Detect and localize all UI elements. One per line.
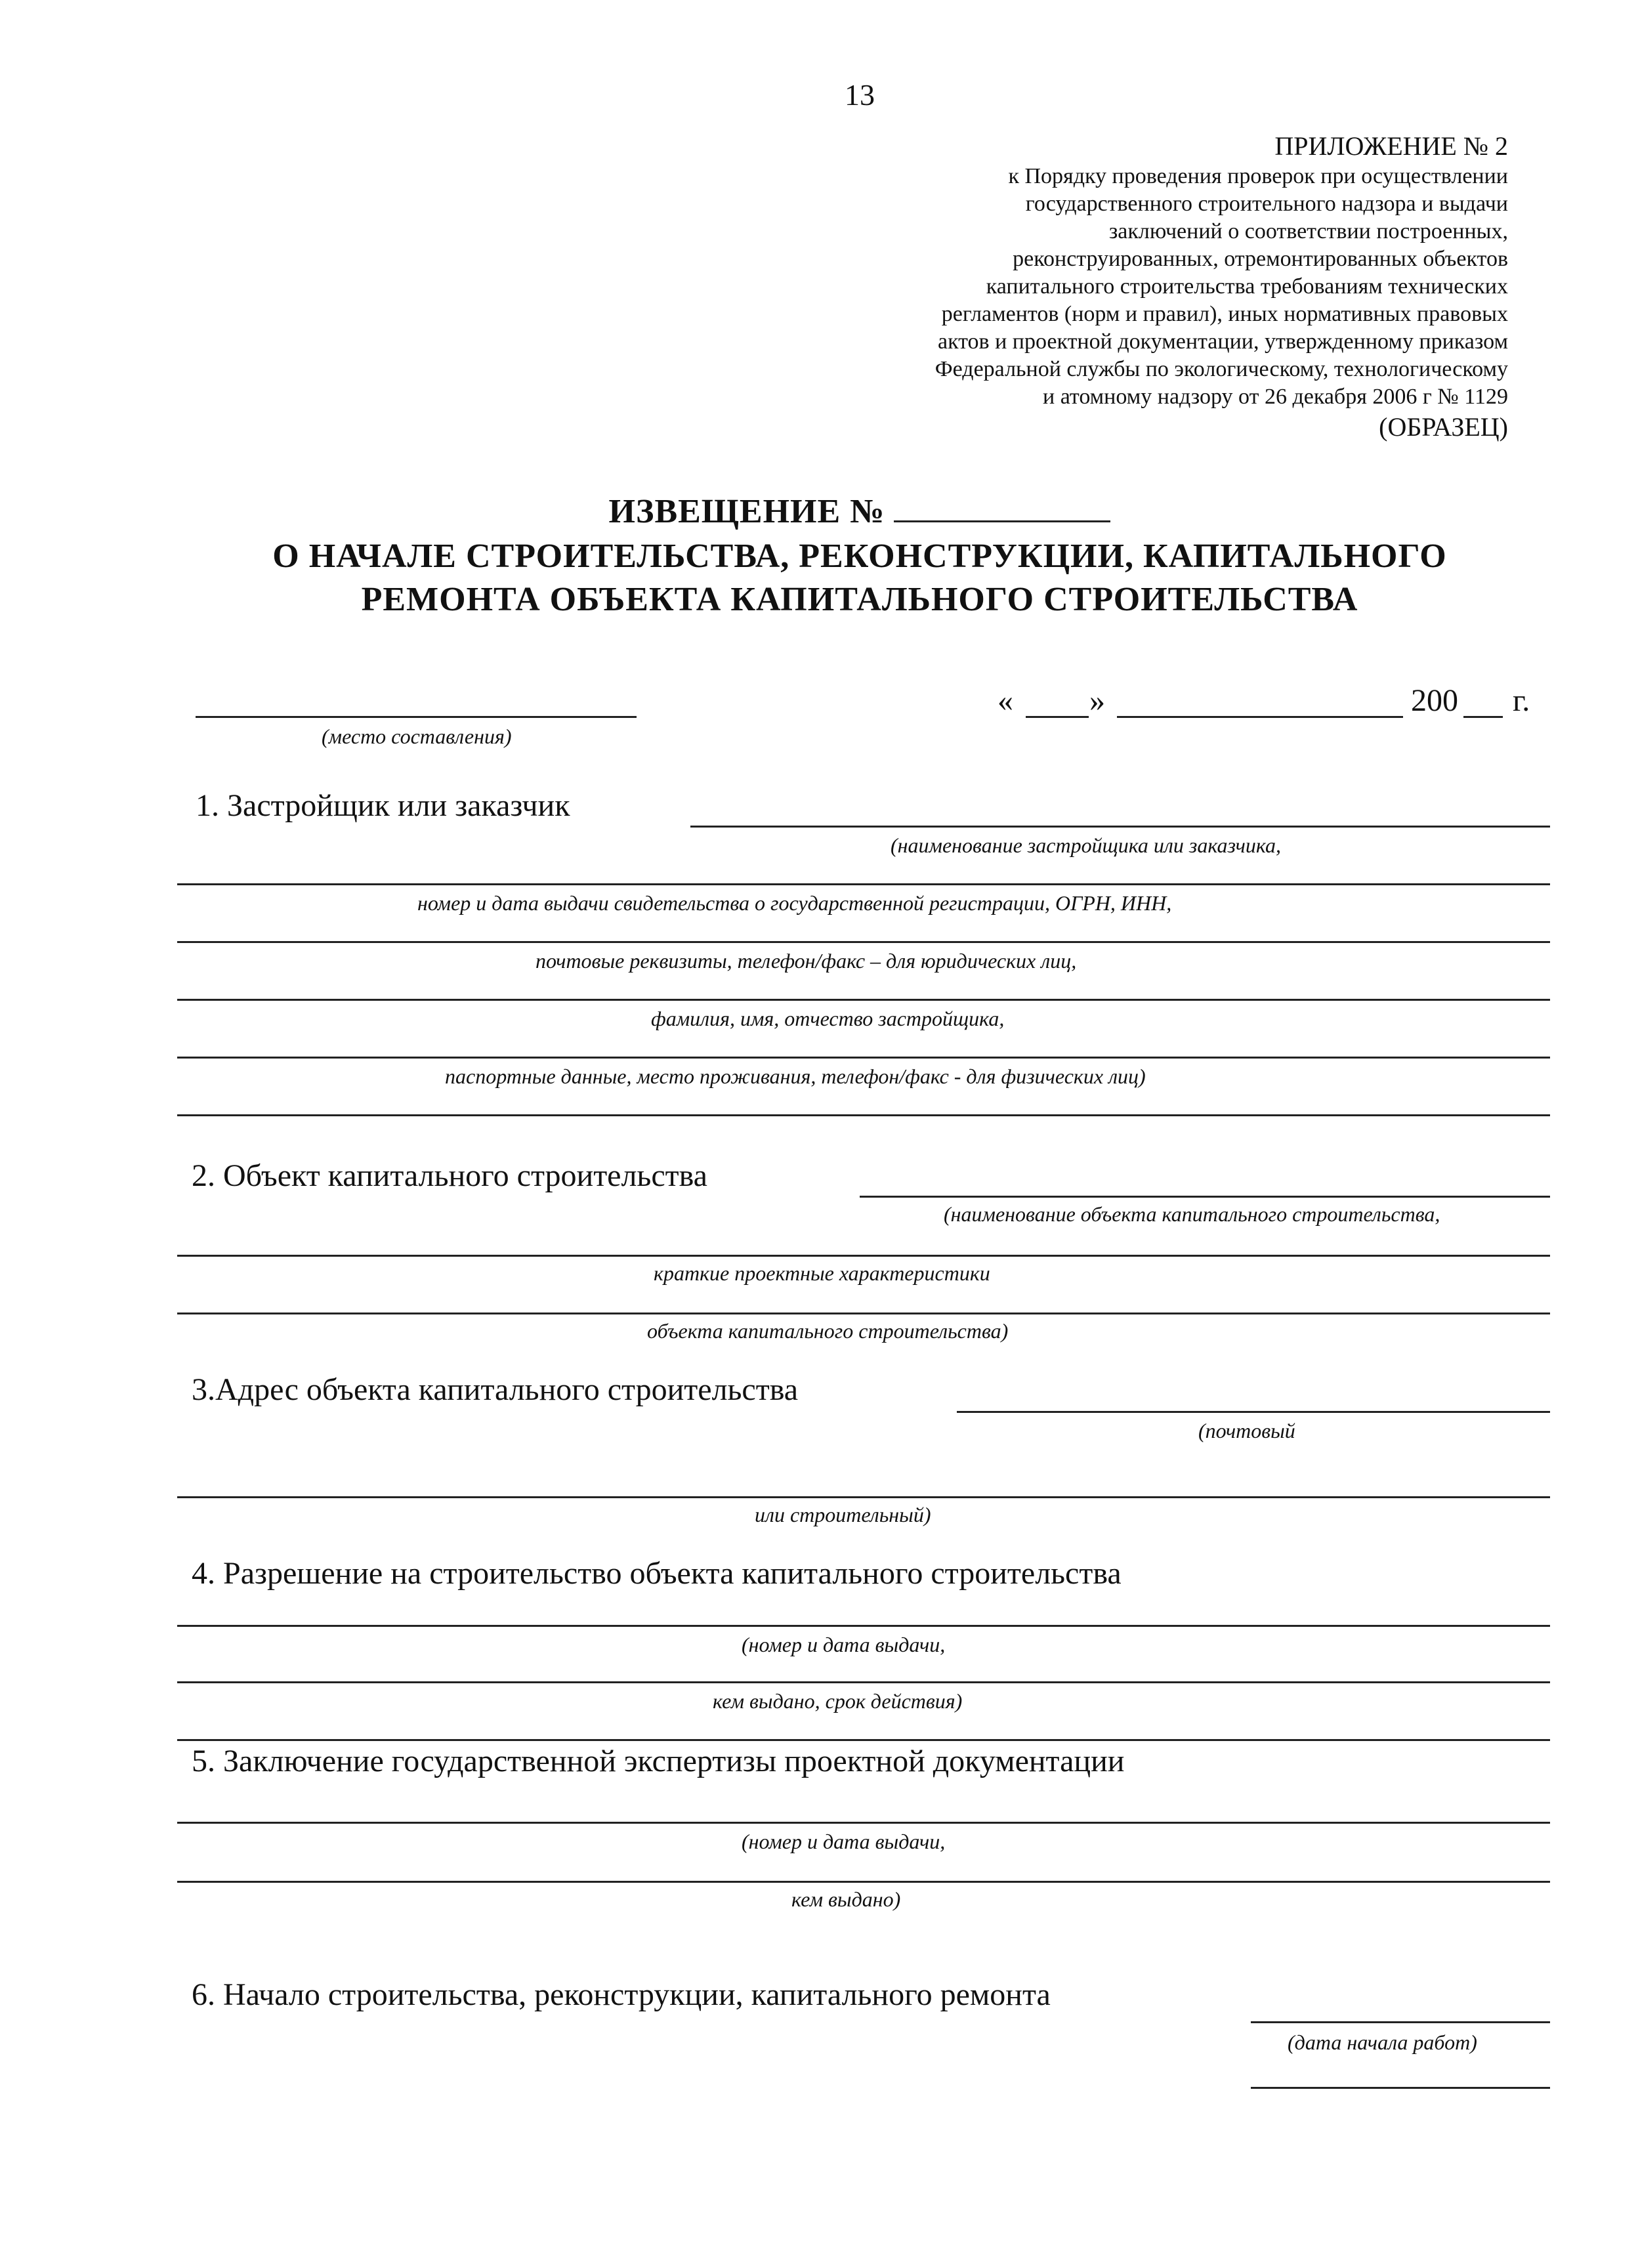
appendix-line: капитального строительства требованиям технических (986, 274, 1508, 299)
place-field[interactable] (196, 716, 637, 718)
section-6-caption: (дата начала работ) (1288, 2030, 1477, 2054)
date-day-field[interactable] (1026, 716, 1089, 718)
section-4-label: 4. Разрешение на строительство объекта капитального строительства (192, 1556, 1122, 1591)
appendix-line: государственного строительного надзора и выдачи (1025, 192, 1508, 216)
section-4-field[interactable] (177, 1681, 1550, 1683)
appendix-line: актов и проектной документации, утвержденному приказом (937, 329, 1508, 354)
appendix-line: заключений о соответствии построенных, (1108, 219, 1508, 243)
date-year-suffix: г. (1513, 683, 1530, 718)
notice-subtitle-line2: РЕМОНТА ОБЪЕКТА КАПИТАЛЬНОГО СТРОИТЕЛЬСТВА (361, 581, 1358, 618)
section-5-field[interactable] (177, 1822, 1550, 1824)
date-close-quote: » (1089, 683, 1105, 718)
section-2-field[interactable] (177, 1312, 1550, 1314)
section-5-caption: кем выдано) (791, 1887, 901, 1911)
section-4-caption: (номер и дата выдачи, (742, 1633, 946, 1656)
section-6-field[interactable] (1251, 2087, 1550, 2089)
appendix-line: реконструированных, отремонтированных объектов (1013, 247, 1508, 271)
section-5-label: 5. Заключение государственной экспертизы проектной документации (192, 1744, 1125, 1778)
appendix-block (935, 130, 1508, 444)
section-1-caption: фамилия, имя, отчество застройщика, (651, 1007, 1005, 1030)
page-number: 13 (845, 78, 875, 112)
appendix-line: регламентов (норм и правил), иных нормативных правовых (941, 302, 1508, 326)
section-2-field[interactable] (177, 1255, 1550, 1257)
section-1-caption: (наименование застройщика или заказчика, (891, 833, 1282, 857)
date-open-quote: « (998, 683, 1013, 718)
section-1-field[interactable] (177, 1114, 1550, 1116)
section-5-field[interactable] (177, 1881, 1550, 1883)
section-1-caption: номер и дата выдачи свидетельства о государственной регистрации, ОГРН, ИНН, (417, 891, 1172, 915)
appendix-line: к Порядку проведения проверок при осуществлении (1008, 164, 1508, 188)
section-1-field[interactable] (177, 941, 1550, 943)
section-1-field[interactable] (177, 999, 1550, 1001)
notice-number-field[interactable] (894, 494, 1110, 522)
section-1-label: 1. Застройщик или заказчик (196, 788, 570, 823)
section-3-label: 3.Адрес объекта капитального строительства (192, 1372, 799, 1407)
notice-subtitle-line1: О НАЧАЛЕ СТРОИТЕЛЬСТВА, РЕКОНСТРУКЦИИ, КАПИТАЛЬНОГО (272, 537, 1447, 575)
section-1-caption: почтовые реквизиты, телефон/факс – для юридических лиц, (536, 949, 1077, 973)
section-4-field[interactable] (177, 1625, 1550, 1627)
section-5-caption: (номер и дата выдачи, (742, 1830, 946, 1853)
date-year-prefix: 200 (1411, 683, 1458, 718)
section-4-field[interactable] (177, 1739, 1550, 1741)
appendix-line: Федеральной службы по экологическому, технологическому (934, 357, 1508, 381)
section-1-field[interactable] (177, 1057, 1550, 1059)
section-1-field[interactable] (177, 883, 1550, 885)
section-3-field[interactable] (957, 1411, 1550, 1413)
place-caption: (место составления) (322, 724, 512, 748)
notice-title-text: ИЗВЕЩЕНИЕ № (608, 493, 885, 530)
section-2-caption: объекта капитального строительства) (647, 1319, 1009, 1343)
section-2-field[interactable] (860, 1196, 1550, 1198)
section-1-field[interactable] (690, 826, 1550, 828)
section-2-label: 2. Объект капитального строительства (192, 1158, 707, 1193)
section-3-field[interactable] (177, 1496, 1550, 1498)
appendix-line: и атомному надзору от 26 декабря 2006 г № 1129 (1043, 385, 1508, 409)
section-6-label: 6. Начало строительства, реконструкции, капитального ремонта (192, 1977, 1051, 2012)
section-3-caption: или строительный) (755, 1503, 931, 1526)
section-1-caption: паспортные данные, место проживания, телефон/факс - для физических лиц) (445, 1064, 1146, 1088)
section-6-field[interactable] (1251, 2021, 1550, 2023)
section-3-caption: (почтовый (1198, 1419, 1295, 1442)
appendix-sample-label: (ОБРАЗЕЦ) (1379, 412, 1508, 442)
notice-title (0, 492, 1638, 531)
date-month-field[interactable] (1117, 716, 1403, 718)
appendix-title: ПРИЛОЖЕНИЕ № 2 (1274, 131, 1508, 161)
date-year-field[interactable] (1463, 716, 1503, 718)
section-2-caption: краткие проектные характеристики (654, 1261, 990, 1285)
section-4-caption: кем выдано, срок действия) (713, 1689, 963, 1713)
section-2-caption: (наименование объекта капитального строительства, (944, 1202, 1440, 1226)
